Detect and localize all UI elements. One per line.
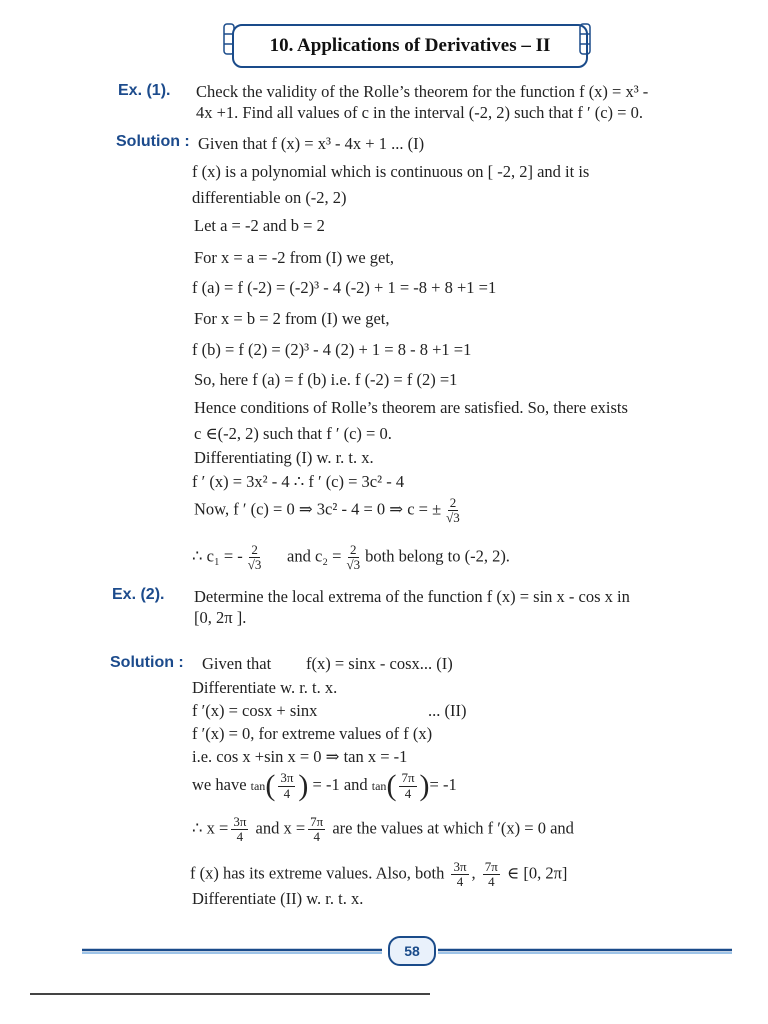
interval-prefix: f (x) has its extreme values. Also, both: [190, 863, 445, 883]
fraction-denominator: 4: [283, 785, 291, 801]
fraction-denominator: 4: [456, 874, 464, 890]
fraction: [246, 543, 264, 573]
fraction-denominator: 4: [313, 829, 320, 845]
fraction-prefix: Now, f ′ (c) = 0 ⇒ 3c² - 4 = 0 ⇒ c = ±: [194, 499, 442, 519]
fraction-denominator: 4: [488, 874, 495, 890]
fraction-denominator: √3: [346, 557, 361, 573]
solution-2-line: f ′(x) = 0, for extreme values of f (x): [192, 724, 433, 743]
solution-2-line: Differentiate (II) w. r. t. x.: [192, 889, 364, 908]
root-2-prefix: and c₂ =: [287, 546, 342, 566]
example-2-label: Ex. (2).: [112, 586, 165, 603]
tan-line-prefix: we have: [192, 774, 247, 794]
open-paren: (: [265, 769, 276, 802]
roots-conclusion: both belong to (-2, 2).: [365, 546, 510, 566]
tan-function-2: tan: [371, 778, 387, 793]
example-1-question-line-2: 4x +1. Find all values of c in the interval (-2, 2) such that f ′ (c) = 0.: [196, 103, 643, 122]
critical-point-prefix: ∴ x =: [192, 818, 229, 838]
solution-1-line: Given that f (x) = x³ - 4x + 1 ... (I): [198, 134, 425, 153]
solution-1-roots-line: [192, 543, 510, 573]
fraction-numerator: 3π: [280, 770, 294, 786]
solution-2-given-function: f(x) = sinx - cosx... (I): [306, 654, 453, 673]
example-2-question-line-1: Determine the local extrema of the function f (x) = sin x - cos x in: [194, 587, 630, 606]
bottom-divider: [30, 993, 430, 995]
critical-point-suffix: are the values at which f ′(x) = 0 and: [332, 818, 574, 838]
critical-point-middle: and x =: [255, 818, 306, 838]
example-1-label: Ex. (1).: [118, 82, 171, 99]
header-right-ornament-icon: [578, 22, 592, 56]
fraction: [483, 860, 500, 890]
fraction-denominator: 4: [404, 785, 412, 801]
solution-2-eq-ref: ... (II): [428, 701, 467, 720]
solution-1-line: f (b) = f (2) = (2)³ - 4 (2) + 1 = 8 - 8 +1 =1: [192, 340, 472, 359]
fraction-numerator: 3π: [453, 859, 467, 874]
solution-2-tan-line: [192, 768, 457, 804]
solution-2-given-label: Given that: [202, 654, 272, 673]
fraction-numerator: 2: [251, 542, 258, 557]
solution-1-line: So, here f (a) = f (b) i.e. f (-2) = f (2) =1: [194, 370, 458, 389]
interval-suffix: ∈ [0, 2π]: [506, 863, 568, 883]
chapter-title: 10. Applications of Derivatives – II: [269, 35, 551, 56]
fraction: [399, 771, 416, 801]
fraction-denominator: 4: [236, 829, 244, 845]
fraction-numerator: 3π: [233, 814, 247, 829]
solution-1-line: Differentiating (I) w. r. t. x.: [194, 448, 374, 467]
comma: ,: [471, 863, 476, 883]
solution-1-line: For x = a = -2 from (I) we get,: [194, 248, 395, 267]
example-2-question-line-2: [0, 2π ].: [194, 608, 247, 627]
solution-1-line: differentiable on (-2, 2): [192, 188, 347, 207]
fraction-numerator: 2: [449, 495, 457, 510]
fraction: [451, 860, 468, 890]
solution-1-line: f (a) = f (-2) = (-2)³ - 4 (-2) + 1 = -8 + 8 +1 =1: [192, 278, 497, 297]
fraction: [308, 815, 325, 845]
solution-2-critical-points-line: [192, 815, 574, 845]
solution-2-interval-line: [190, 860, 567, 890]
chapter-header: [232, 24, 588, 68]
example-1-question-line-1: Check the validity of the Rolle’s theorem for the function f (x) = x³ -: [196, 82, 649, 101]
tan-line-middle: = -1 and: [312, 774, 368, 794]
page-number: 58: [388, 936, 436, 966]
solution-2-derivative: f ′(x) = cosx + sinx: [192, 701, 318, 720]
solution-1-line: f (x) is a polynomial which is continuous on [ -2, 2] and it is: [192, 162, 590, 181]
solution-1-line: Let a = -2 and b = 2: [194, 216, 325, 235]
close-paren: ): [298, 769, 309, 802]
fraction: [344, 543, 362, 573]
fraction: [278, 771, 295, 801]
fraction-denominator: √3: [446, 510, 460, 526]
solution-1-line: c ∈(-2, 2) such that f ′ (c) = 0.: [194, 424, 392, 443]
solution-1-line: Hence conditions of Rolle’s theorem are satisfied. So, there exists: [194, 398, 628, 417]
fraction-numerator: 7π: [310, 814, 324, 829]
fraction: [231, 815, 248, 845]
solution-1-line-fraction: [194, 496, 465, 526]
fraction-numerator: 7π: [484, 859, 498, 874]
solution-2-line: Differentiate w. r. t. x.: [192, 678, 338, 697]
close-paren: ): [419, 769, 430, 802]
solution-1-line: f ′ (x) = 3x² - 4 ∴ f ′ (c) = 3c² - 4: [192, 472, 405, 491]
tan-function-1: tan: [250, 778, 266, 793]
fraction-numerator: 2: [350, 542, 357, 557]
solution-2-label: Solution :: [110, 654, 184, 671]
solution-1-label: Solution :: [116, 133, 190, 150]
solution-2-line: i.e. cos x +sin x = 0 ⇒ tan x = -1: [192, 747, 408, 766]
fraction-denominator: √3: [247, 557, 262, 573]
fraction-numerator: 7π: [401, 770, 415, 786]
tan-line-suffix: = -1: [429, 774, 457, 794]
fraction: [444, 496, 462, 526]
open-paren: (: [386, 769, 397, 802]
solution-1-line: For x = b = 2 from (I) we get,: [194, 309, 390, 328]
root-1-prefix: ∴ c₁ = -: [192, 546, 243, 566]
